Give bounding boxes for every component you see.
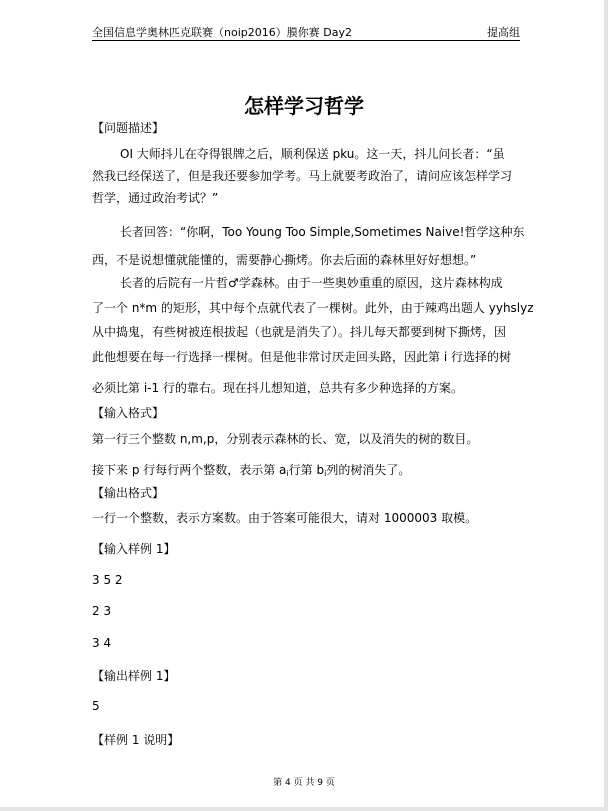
section-heading-sample-explanation: 【样例 1 说明】 <box>92 733 180 747</box>
page-edge-bottom <box>0 807 608 811</box>
subscript-a: i <box>286 469 289 478</box>
page-edge-right <box>604 0 608 811</box>
sample-output-line: 5 <box>92 699 100 713</box>
header-left-text: 全国信息学奥林匹克联赛（noip2016）膜你赛 Day2 <box>92 26 352 39</box>
description-line: 长者回答：“你啊，Too Young Too Simple,Sometimes Naive!哲学这种东 <box>120 225 525 239</box>
sample-input-line: 3 4 <box>92 636 112 650</box>
description-line: 此他想要在每一行选择一棵树。但是他非常讨厌走回头路，因此第 i 行选择的树 <box>92 350 511 364</box>
description-line: 必须比第 i-1 行的靠右。现在抖儿想知道，总共有多少种选择的方案。 <box>92 381 463 395</box>
page-footer: 第 4 页 共 9 页 <box>273 778 335 788</box>
input-format-text: 行第 b <box>288 463 325 477</box>
description-line: 了一个 n*m 的矩形，其中每个点就代表了一棵树。此外，由于辣鸡出题人 yyhslyz <box>92 301 534 315</box>
page-header <box>92 24 520 40</box>
description-line: 西，不是说想懂就能懂的，需要静心撕烤。你去后面的森林里好好想想。” <box>92 253 477 267</box>
description-line: 然我已经保送了，但是我还要参加学考。马上就要考政治了，请问应该怎样学习 <box>92 169 513 183</box>
sample-input-line: 3 5 2 <box>92 573 123 587</box>
section-heading-sample-output: 【输出样例 1】 <box>92 669 176 683</box>
description-line: OI 大师抖儿在夺得银牌之后，顺利保送 pku。这一天，抖儿问长者：“虽 <box>120 147 505 161</box>
sample-input-line: 2 3 <box>92 604 112 618</box>
problem-title: 怎样学习哲学 <box>244 94 364 118</box>
section-heading-output-format: 【输出格式】 <box>92 486 165 500</box>
section-heading-sample-input: 【输入样例 1】 <box>92 542 176 556</box>
input-format-line <box>92 461 410 478</box>
header-rule <box>92 40 520 41</box>
description-line: 长者的后院有一片哲♂学森林。由于一些奥妙重重的原因，这片森林构成 <box>120 276 503 290</box>
subscript-b: i <box>324 469 327 478</box>
input-format-text: 接下来 p 行每行两个整数，表示第 a <box>92 463 287 477</box>
section-heading-input-format: 【输入格式】 <box>92 406 165 420</box>
description-line: 哲学，通过政治考试？” <box>92 191 219 205</box>
input-format-text: 列的树消失了。 <box>326 463 411 477</box>
section-heading-problem-description: 【问题描述】 <box>92 121 165 135</box>
input-format-line: 第一行三个整数 n,m,p，分别表示森林的长、宽，以及消失的树的数目。 <box>92 432 479 446</box>
header-right-text: 提高组 <box>487 26 520 39</box>
output-format-line: 一行一个整数，表示方案数。由于答案可能很大，请对 1000003 取模。 <box>92 511 478 525</box>
description-line: 从中捣鬼，有些树被连根拔起（也就是消失了）。抖儿每天都要到树下撕烤，因 <box>92 325 507 339</box>
